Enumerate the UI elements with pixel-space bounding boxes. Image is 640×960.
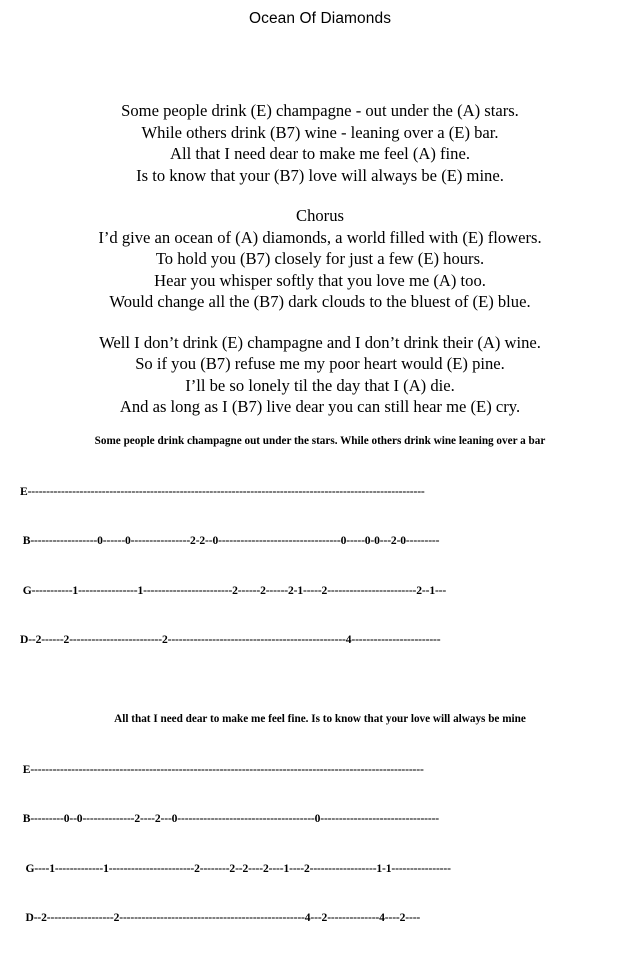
tablature-block-2	[0, 712, 640, 960]
lyric-line: While others drink (B7) wine - leaning over a (E) bar.	[141, 122, 499, 142]
tab-string-e: E-----------------------------------------------------------------------------------------------------------	[20, 484, 425, 498]
lyric-line: I’ll be so lonely til the day that I (A) die.	[185, 375, 455, 395]
tab-string-g: G----1-------------1-----------------------2--------2--2----2----1----2------------------1-1----------------	[20, 861, 451, 875]
tab-caption: Some people drink champagne out under the stars. While others drink wine leaning over a bar	[94, 434, 546, 447]
chorus-label: Chorus	[296, 206, 344, 225]
tablature-block-1	[0, 434, 640, 682]
lyric-line: Well I don’t drink (E) champagne and I don’t drink their (A) wine.	[99, 332, 541, 352]
lyric-line: All that I need dear to make me feel (A) fine.	[170, 144, 470, 163]
lyric-line: Is to know that your (B7) love will always be (E) mine.	[136, 165, 504, 185]
lyric-line: To hold you (B7) closely for just a few (E) hours.	[155, 249, 485, 268]
verse-2	[0, 332, 640, 418]
tab-string-b: B------------------0------0----------------2-2--0---------------------------------0-----0-0---2-0---------	[20, 534, 440, 547]
tab-string-d: D--2------2-------------------------2------------------------------------------------4------------------------	[20, 633, 441, 646]
tab-lines	[0, 729, 640, 960]
document-page	[0, 10, 640, 924]
lyric-line: Would change all the (B7) dark clouds to the bluest of (E) blue.	[109, 292, 531, 311]
tab-string-e: E----------------------------------------------------------------------------------------------------------	[20, 762, 424, 776]
tab-lines	[0, 451, 640, 682]
verse-1	[0, 100, 640, 186]
lyric-line: I’d give an ocean of (A) diamonds, a world filled with (E) flowers.	[98, 227, 542, 247]
tab-caption: All that I need dear to make me feel fine. Is to know that your love will always be mine	[114, 712, 526, 725]
lyric-line: Some people drink (E) champagne - out under the (A) stars.	[121, 101, 519, 120]
lyric-line: So if you (B7) refuse me my poor heart would (E) pine.	[135, 354, 505, 373]
page-title: Ocean Of Diamonds	[248, 10, 392, 27]
tab-string-d: D--2------------------2--------------------------------------------------4---2--------------4----2----	[20, 911, 421, 924]
chorus-section	[0, 205, 640, 313]
lyric-line: And as long as I (B7) live dear you can still hear me (E) cry.	[119, 397, 521, 416]
lyric-line: Hear you whisper softly that you love me (A) too.	[154, 270, 486, 290]
tab-string-b: B---------0--0--------------2----2---0-------------------------------------0--------------------------------	[20, 812, 440, 825]
tab-string-g: G-----------1----------------1------------------------2------2------2-1-----2------------------------2--1---	[20, 583, 447, 597]
lyrics-section	[0, 100, 640, 418]
